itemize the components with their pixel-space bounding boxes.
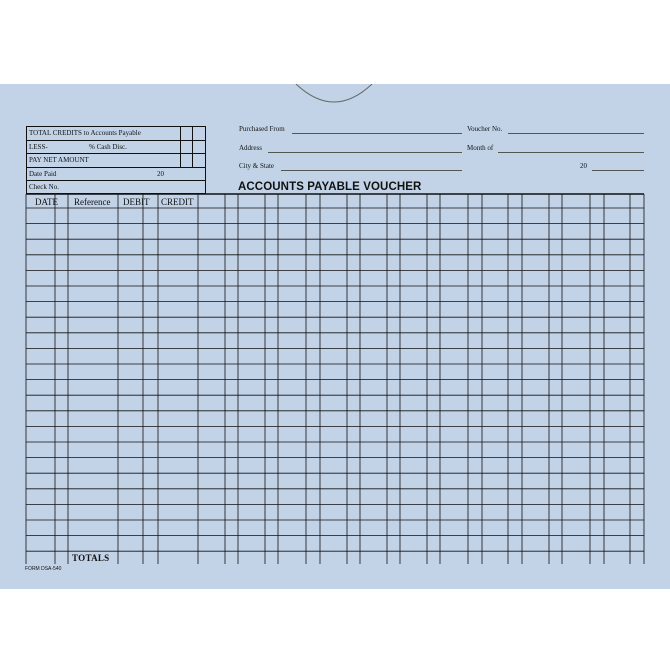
ledger-grid (0, 84, 670, 589)
totals-label: TOTALS (72, 553, 110, 563)
less-label: LESS- (29, 143, 48, 151)
date-column-header: DATE (35, 197, 58, 207)
pay-net-label: PAY NET AMOUNT (29, 156, 89, 164)
voucher-form (0, 84, 670, 589)
form-number: FORM DSA-540 (25, 566, 62, 572)
total-credits-label: TOTAL CREDITS to Accounts Payable (29, 129, 141, 137)
purchased-from-label: Purchased From (239, 125, 285, 133)
page-title: ACCOUNTS PAYABLE VOUCHER (238, 181, 422, 193)
date-paid-label: Date Paid (29, 170, 57, 178)
check-no-label: Check No. (29, 183, 59, 191)
debit-column-header: DEBIT (123, 197, 150, 207)
date-paid-year: 20 (157, 170, 164, 178)
reference-column-header: Reference (74, 197, 111, 207)
year-prefix: 20 (580, 162, 587, 170)
cash-disc-label: % Cash Disc. (89, 143, 127, 151)
city-state-label: City & State (239, 162, 274, 170)
credit-column-header: CREDIT (161, 197, 194, 207)
voucher-no-label: Voucher No. (467, 125, 503, 133)
address-label: Address (239, 144, 262, 152)
month-of-label: Month of (467, 144, 494, 152)
